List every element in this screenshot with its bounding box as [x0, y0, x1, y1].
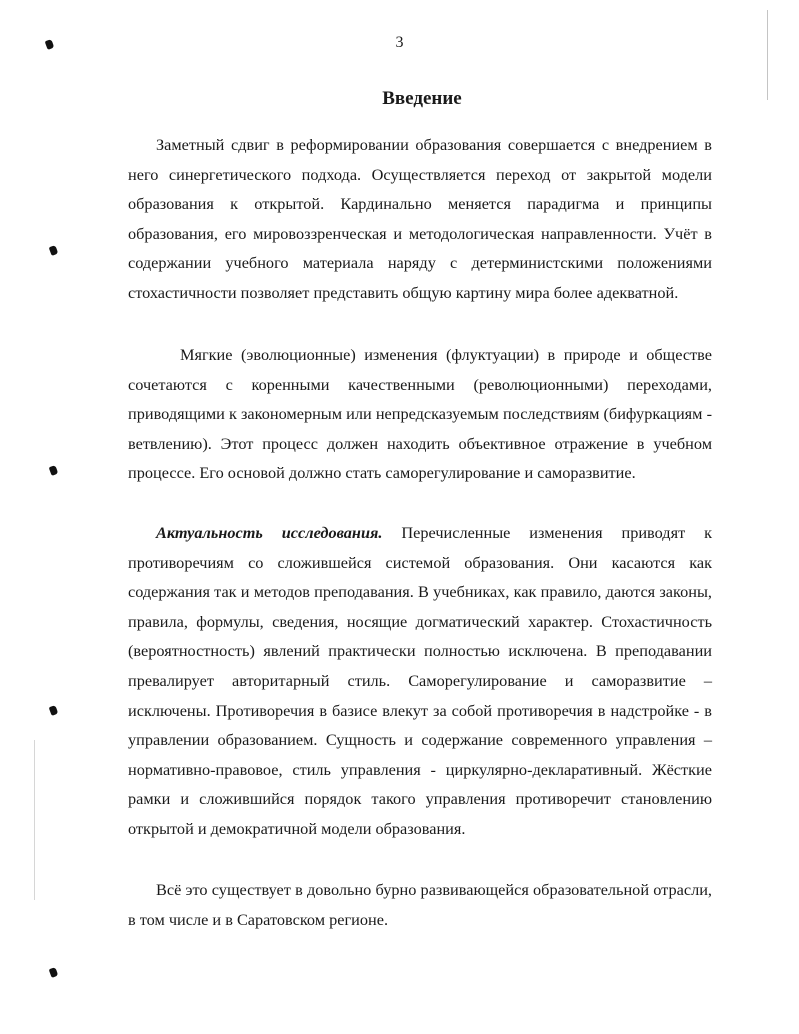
- scan-line: [34, 740, 35, 900]
- scan-line: [767, 10, 768, 100]
- paragraph-1: [128, 130, 712, 308]
- paragraph-body: Перечисленные изменения приводят к противоречиям со сложившейся системой образования. Они касаются как содержания так и методов преподавания. В учебниках, как правило, даются законы, правила, формулы, сведения, носящие догматический характер. Стохастичность (вероятностность) явлений практически полностью исключена. В преподавании превалирует авторитарный стиль. Саморегулирование и саморазвитие – исключены. Противоречия в базисе влекут за собой противоречия в надстройке - в управлении образованием. Сущность и содержание современного управления – нормативно-правовое, стиль управления - циркулярно-декларативный. Жёсткие рамки и сложившийся порядок такого управления противоречит становлению открытой и демократичной модели образования.: [128, 523, 712, 838]
- scan-mark: [49, 245, 59, 256]
- scan-mark: [49, 967, 59, 978]
- paragraph-text: Мягкие (эволюционные) изменения (флуктуации) в природе и обществе сочетаются с коренными качественными (революционными) переходами, приводящими к закономерным или непредсказуемым последствиям (бифуркациям - ветвлению). Этот процесс должен находить объективное отражение в учебном процессе. Его основой должно стать саморегулирование и саморазвитие.: [128, 345, 712, 483]
- paragraph-text: Всё это существует в довольно бурно развивающейся образовательной отрасли, в том числе и в Саратовском регионе.: [128, 880, 712, 929]
- section-heading-inline: Актуальность исследования.: [156, 523, 383, 542]
- paragraph-text: Заметный сдвиг в реформировании образования совершается с внедрением в него синергетического подхода. Осуществляется переход от закрытой модели образования к открытой. Кардинально меняется парадигма и принципы образования, его мировоззренческая и методологическая направленности. Учёт в содержании учебного материала наряду с детерминистскими положениями стохастичности позволяет представить общую картину мира более адекватной.: [128, 135, 712, 302]
- scan-mark: [49, 705, 59, 716]
- page-title: Введение: [382, 88, 462, 109]
- paragraph-3: [128, 518, 712, 844]
- page-number: 3: [395, 34, 404, 51]
- scan-mark: [49, 465, 59, 476]
- paragraph-text: [128, 518, 712, 844]
- paragraph-4: [128, 875, 712, 934]
- paragraph-2: [128, 340, 712, 488]
